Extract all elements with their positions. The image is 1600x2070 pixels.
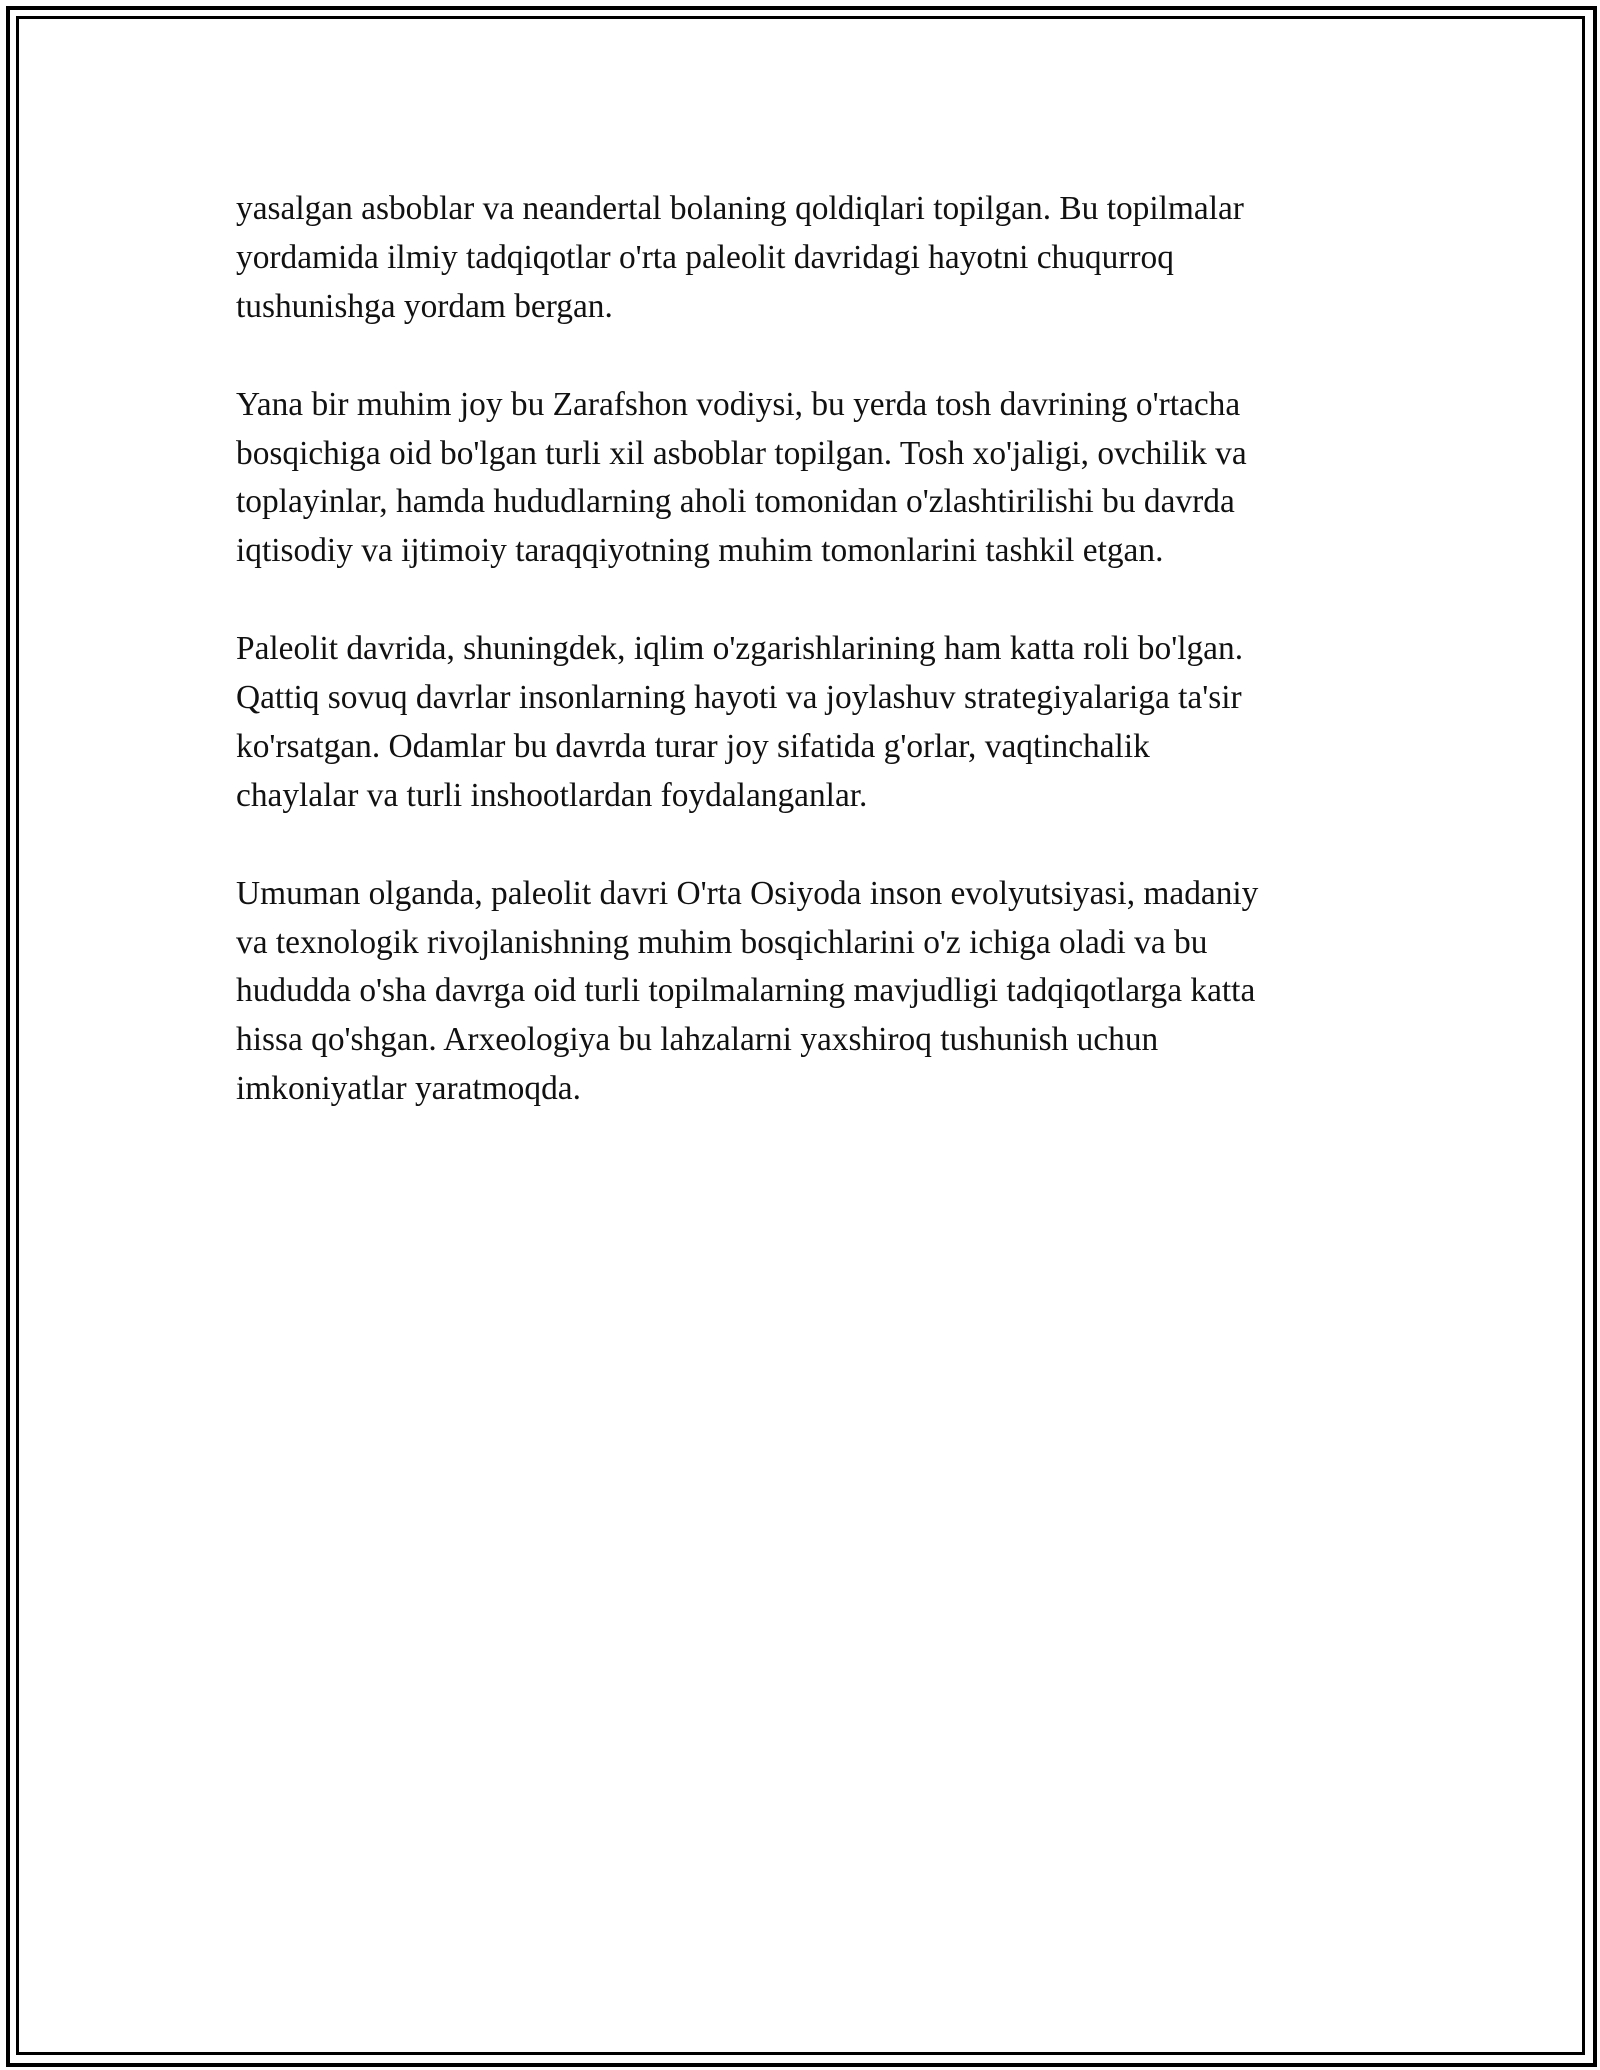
paragraph-4: Umuman olganda, paleolit davri O'rta Osiyoda inson evolyutsiyasi, madaniy va texnologik rivojlanishning muhim bosqichlarini o'z ichiga oladi va bu hududda o'sha davrga oid turli topilmalarning mavjudligi tadqiqotlarga katta hissa qo'shgan. Arxeologiya bu lahzalarni yaxshiroq tushunish uchun imkoniyatlar yaratmoqda. [236,874,1259,1108]
paragraph-1: yasalgan asboblar va neandertal bolaning qoldiqlari topilgan. Bu topilmalar yordamida ilmiy tadqiqotlar o'rta paleolit davridagi hayotni chuqurroq tushunishga yordam bergan. [236,190,1244,325]
paragraph-2: Yana bir muhim joy bu Zarafshon vodiysi, bu yerda tosh davrining o'rtacha bosqichiga oid bo'lgan turli xil asboblar topilgan. Tosh xo'jaligi, ovchilik va toplayinlar, hamda hududlarning aholi tomonidan o'zlashtirilishi bu davrda iqtisodiy va ijtimoiy taraqqiyotning muhim tomonlarini tashkil etgan. [236,385,1247,570]
paragraph-3: Paleolit davrida, shuningdek, iqlim o'zgarishlarining ham katta roli bo'lgan. Qattiq sovuq davrlar insonlarning hayoti va joylashuv strategiyalariga ta'sir ko'rsatgan. Odamlar bu davrda turar joy sifatida g'orlar, vaqtinchalik chaylalar va turli inshootlardan foydalanganlar. [236,630,1244,814]
document-body [236,185,1386,1163]
